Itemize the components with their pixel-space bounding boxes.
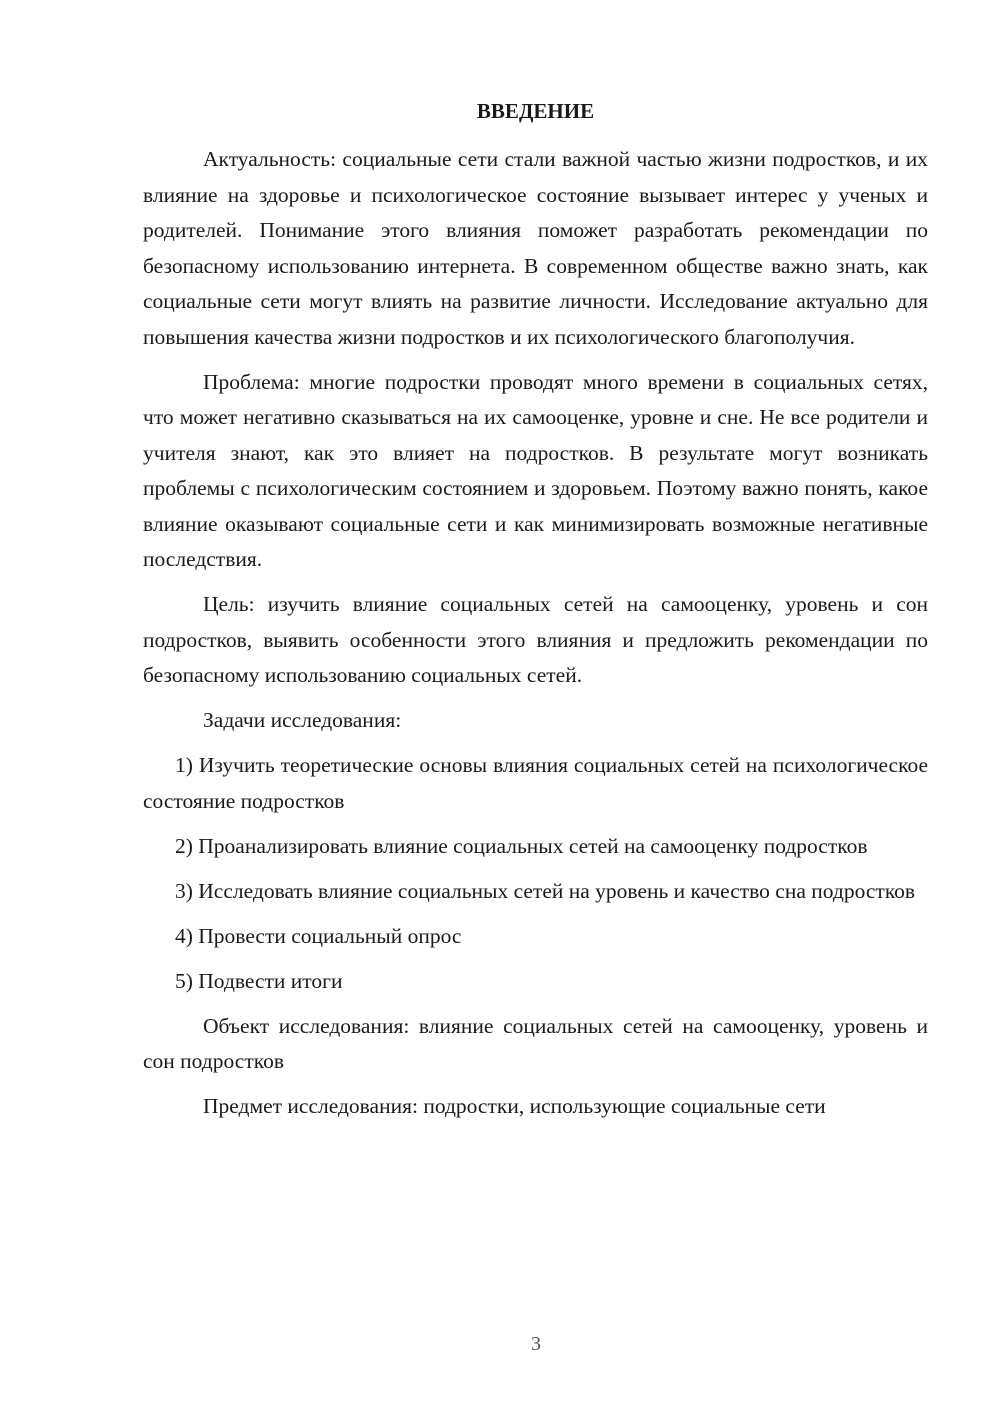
subject-paragraph: Предмет исследования: подростки, использующие социальные сети [203,1094,826,1118]
problem-paragraph: Проблема: многие подростки проводят много времени в социальных сетях, что может негативно сказываться на их самооценке, уровне и сне. Не все родители и учителя знают, как это влияет на подростков. В результате могут возникать проблемы с психологическим состоянием и здоровьем. Поэтому важно понять, какое влияние оказывают социальные сети и как минимизировать возможные негативные последствия. [143,369,928,571]
task-item: 1) Изучить теоретические основы влияния социальных сетей на психологическое состояние подростков [143,753,928,813]
section-heading: ВВЕДЕНИЕ [476,99,595,123]
relevance-paragraph: Актуальность: социальные сети стали важной частью жизни подростков, и их влияние на здоровье и психологическое состояние вызывает интерес у ученых и родителей. Понимание этого влияния поможет разработать рекомендации по безопасному использованию интернета. В современном обществе важно знать, как социальные сети могут влиять на развитие личности. Исследование актуально для повышения качества жизни подростков и их психологического благополучия. [143,147,928,349]
task-item: 5) Подвести итоги [175,968,343,993]
tasks-heading: Задачи исследования: [203,708,402,732]
document-body [143,142,928,1134]
task-item: 3) Исследовать влияние социальных сетей на уровень и качество сна подростков [175,878,916,903]
task-item: 2) Проанализировать влияние социальных сетей на самооценку подростков [175,833,868,858]
goal-paragraph: Цель: изучить влияние социальных сетей на самооценку, уровень и сон подростков, выявить особенности этого влияния и предложить рекомендации по безопасному использованию социальных сетей. [143,592,928,687]
object-paragraph: Объект исследования: влияние социальных сетей на самооценку, уровень и сон подростков [143,1013,928,1073]
page-number: 3 [531,1333,541,1355]
task-item: 4) Провести социальный опрос [175,923,462,948]
